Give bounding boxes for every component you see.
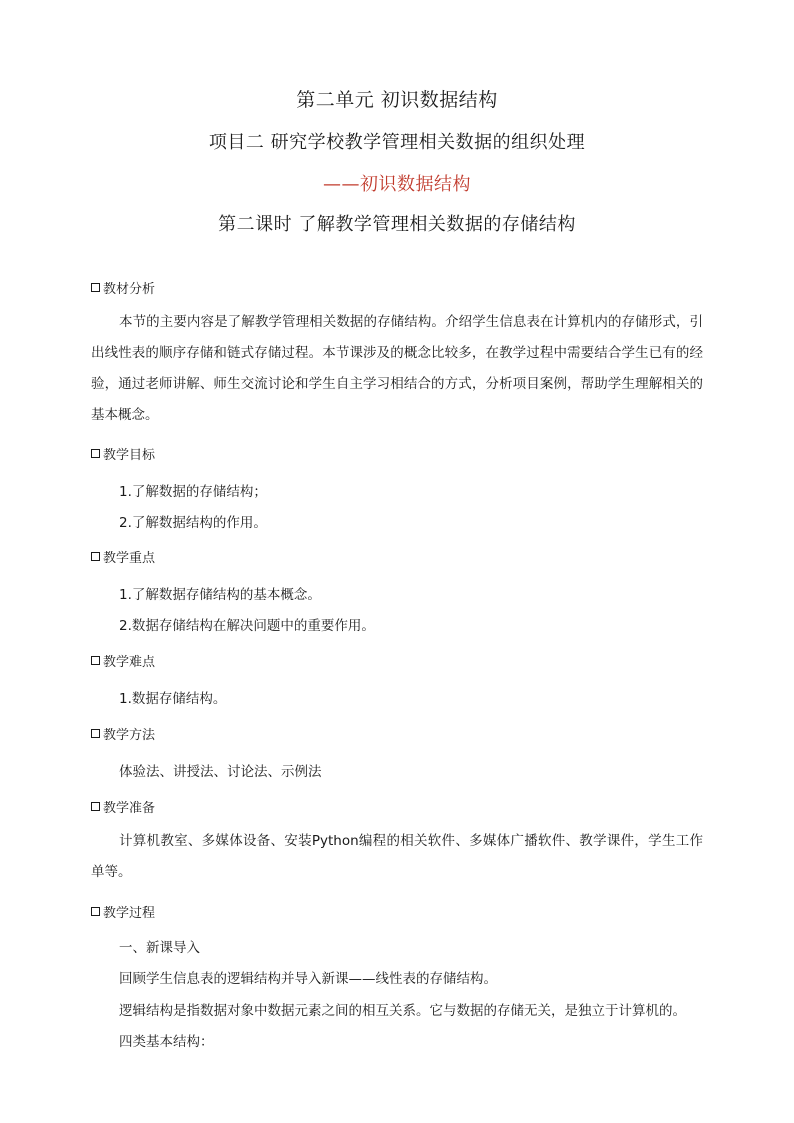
lesson-title: 第二课时 了解教学管理相关数据的存储结构 bbox=[218, 214, 576, 235]
section-heading-methods: 教学方法 bbox=[91, 724, 155, 743]
section-heading-goals: 教学目标 bbox=[91, 444, 155, 463]
unit-title: 第二单元 初识数据结构 bbox=[296, 89, 498, 111]
checkbox-square-icon bbox=[91, 449, 100, 458]
list-item: 1.了解数据存储结构的基本概念。 bbox=[119, 587, 321, 603]
section-heading-difficulties: 教学难点 bbox=[91, 651, 155, 670]
process-line: 回顾学生信息表的逻辑结构并导入新课——线性表的存储结构。 bbox=[119, 971, 497, 987]
list-item: 2.数据存储结构在解决问题中的重要作用。 bbox=[119, 618, 375, 634]
project-title: 项目二 研究学校教学管理相关数据的组织处理 bbox=[208, 132, 586, 153]
checkbox-square-icon bbox=[91, 552, 100, 561]
analysis-paragraph: 本节的主要内容是了解教学管理相关数据的存储结构。介绍学生信息表在计算机内的存储形式，引出线性表的顺序存储和链式存储过程。本节课涉及的概念比较多，在教学过程中需要结合学生已有的经验，通过老师讲解、师生交流讨论和学生自主学习相结合的方式，分析项目案例，帮助学生理解相关的基本概念。 bbox=[91, 314, 703, 423]
list-item: 2.了解数据结构的作用。 bbox=[119, 515, 267, 531]
checkbox-square-icon bbox=[91, 283, 100, 292]
section-heading-process: 教学过程 bbox=[91, 902, 155, 921]
preparation-paragraph: 计算机教室、多媒体设备、安装Python编程的相关软件、多媒体广播软件、教学课件，学生工作单等。 bbox=[91, 833, 703, 880]
subtitle: ——初识数据结构 bbox=[323, 174, 471, 195]
process-line: 四类基本结构： bbox=[119, 1034, 214, 1050]
section-heading-preparation: 教学准备 bbox=[91, 797, 155, 816]
checkbox-square-icon bbox=[91, 907, 100, 916]
process-line: 一、新课导入 bbox=[119, 940, 200, 956]
methods-text: 体验法、讲授法、讨论法、示例法 bbox=[119, 764, 322, 780]
list-item: 1.了解数据的存储结构； bbox=[119, 484, 267, 500]
checkbox-square-icon bbox=[91, 729, 100, 738]
list-item: 1.数据存储结构。 bbox=[119, 691, 227, 707]
section-heading-keypoints: 教学重点 bbox=[91, 547, 155, 566]
section-heading-analysis: 教材分析 bbox=[91, 278, 155, 297]
process-line: 逻辑结构是指数据对象中数据元素之间的相互关系。它与数据的存储无关，是独立于计算机的。 bbox=[119, 1003, 686, 1019]
checkbox-square-icon bbox=[91, 802, 100, 811]
checkbox-square-icon bbox=[91, 656, 100, 665]
